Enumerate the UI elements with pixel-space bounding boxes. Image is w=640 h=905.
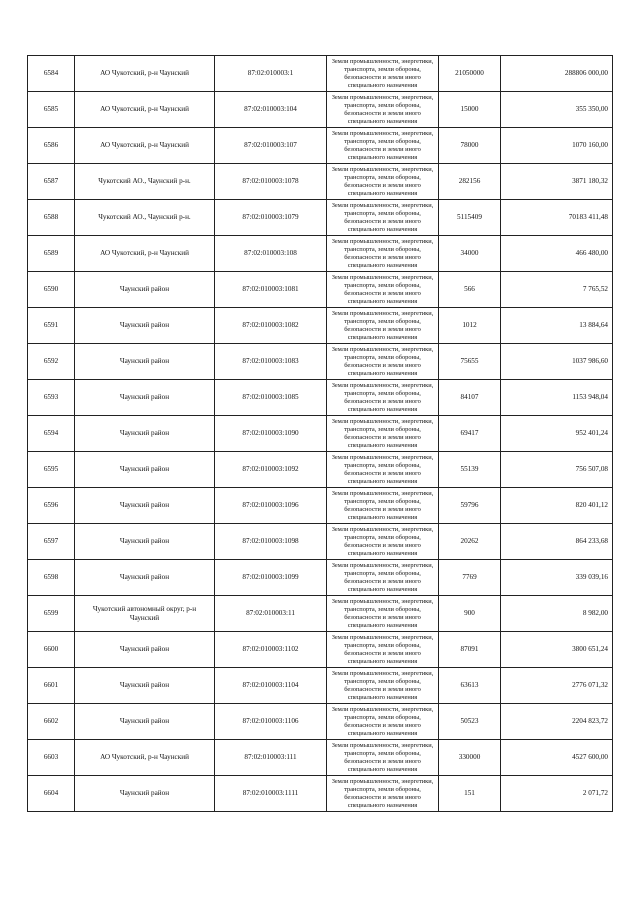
row-number: 6603 bbox=[28, 740, 75, 776]
cadastral-value-cell: 2776 071,32 bbox=[501, 668, 613, 704]
cadastral-value-cell: 288806 000,00 bbox=[501, 56, 613, 92]
cadastral-number-cell: 87:02:010003:1 bbox=[215, 56, 327, 92]
area-cell: 75655 bbox=[439, 344, 501, 380]
land-category-cell: Земли промышленности, энергетики, транспорта, земли обороны, безопасности и земли иного специального назначения bbox=[327, 308, 439, 344]
cadastral-number-cell: 87:02:010003:1104 bbox=[215, 668, 327, 704]
land-category-cell: Земли промышленности, энергетики, транспорта, земли обороны, безопасности и земли иного специального назначения bbox=[327, 452, 439, 488]
land-registry-table bbox=[27, 55, 613, 812]
location-cell: Чаунский район bbox=[75, 488, 215, 524]
row-number: 6602 bbox=[28, 704, 75, 740]
row-number: 6590 bbox=[28, 272, 75, 308]
table-row bbox=[28, 92, 613, 128]
cadastral-value-cell: 466 480,00 bbox=[501, 236, 613, 272]
row-number: 6599 bbox=[28, 596, 75, 632]
cadastral-number-cell: 87:02:010003:1085 bbox=[215, 380, 327, 416]
cadastral-value-cell: 1153 948,04 bbox=[501, 380, 613, 416]
table-row bbox=[28, 56, 613, 92]
area-cell: 87091 bbox=[439, 632, 501, 668]
table-row bbox=[28, 704, 613, 740]
cadastral-number-cell: 87:02:010003:1102 bbox=[215, 632, 327, 668]
land-category-cell: Земли промышленности, энергетики, транспорта, земли обороны, безопасности и земли иного специального назначения bbox=[327, 164, 439, 200]
row-number: 6595 bbox=[28, 452, 75, 488]
cadastral-number-cell: 87:02:010003:1083 bbox=[215, 344, 327, 380]
table-row bbox=[28, 236, 613, 272]
cadastral-number-cell: 87:02:010003:107 bbox=[215, 128, 327, 164]
row-number: 6596 bbox=[28, 488, 75, 524]
table-body bbox=[28, 56, 613, 812]
cadastral-value-cell: 952 401,24 bbox=[501, 416, 613, 452]
cadastral-value-cell: 864 233,68 bbox=[501, 524, 613, 560]
cadastral-value-cell: 8 982,00 bbox=[501, 596, 613, 632]
row-number: 6588 bbox=[28, 200, 75, 236]
cadastral-number-cell: 87:02:010003:108 bbox=[215, 236, 327, 272]
row-number: 6598 bbox=[28, 560, 75, 596]
location-cell: Чаунский район bbox=[75, 668, 215, 704]
land-category-cell: Земли промышленности, энергетики, транспорта, земли обороны, безопасности и земли иного специального назначения bbox=[327, 560, 439, 596]
row-number: 6600 bbox=[28, 632, 75, 668]
cadastral-number-cell: 87:02:010003:11 bbox=[215, 596, 327, 632]
cadastral-number-cell: 87:02:010003:1092 bbox=[215, 452, 327, 488]
area-cell: 151 bbox=[439, 776, 501, 812]
table-row bbox=[28, 380, 613, 416]
cadastral-value-cell: 1070 160,00 bbox=[501, 128, 613, 164]
cadastral-number-cell: 87:02:010003:104 bbox=[215, 92, 327, 128]
land-category-cell: Земли промышленности, энергетики, транспорта, земли обороны, безопасности и земли иного специального назначения bbox=[327, 740, 439, 776]
land-category-cell: Земли промышленности, энергетики, транспорта, земли обороны, безопасности и земли иного специального назначения bbox=[327, 524, 439, 560]
row-number: 6592 bbox=[28, 344, 75, 380]
area-cell: 55139 bbox=[439, 452, 501, 488]
land-category-cell: Земли промышленности, энергетики, транспорта, земли обороны, безопасности и земли иного специального назначения bbox=[327, 668, 439, 704]
cadastral-number-cell: 87:02:010003:1098 bbox=[215, 524, 327, 560]
table-row bbox=[28, 452, 613, 488]
area-cell: 63613 bbox=[439, 668, 501, 704]
cadastral-number-cell: 87:02:010003:1081 bbox=[215, 272, 327, 308]
cadastral-value-cell: 3800 651,24 bbox=[501, 632, 613, 668]
row-number: 6584 bbox=[28, 56, 75, 92]
cadastral-number-cell: 87:02:010003:1096 bbox=[215, 488, 327, 524]
cadastral-value-cell: 820 401,12 bbox=[501, 488, 613, 524]
table-row bbox=[28, 596, 613, 632]
cadastral-number-cell: 87:02:010003:1079 bbox=[215, 200, 327, 236]
area-cell: 15000 bbox=[439, 92, 501, 128]
land-category-cell: Земли промышленности, энергетики, транспорта, земли обороны, безопасности и земли иного специального назначения bbox=[327, 416, 439, 452]
table-row bbox=[28, 200, 613, 236]
row-number: 6594 bbox=[28, 416, 75, 452]
area-cell: 900 bbox=[439, 596, 501, 632]
location-cell: Чаунский район bbox=[75, 272, 215, 308]
cadastral-value-cell: 4527 600,00 bbox=[501, 740, 613, 776]
land-category-cell: Земли промышленности, энергетики, транспорта, земли обороны, безопасности и земли иного специального назначения bbox=[327, 488, 439, 524]
table-row bbox=[28, 776, 613, 812]
table-row bbox=[28, 488, 613, 524]
location-cell: Чаунский район bbox=[75, 344, 215, 380]
land-category-cell: Земли промышленности, энергетики, транспорта, земли обороны, безопасности и земли иного специального назначения bbox=[327, 128, 439, 164]
table-row bbox=[28, 164, 613, 200]
area-cell: 78000 bbox=[439, 128, 501, 164]
table-row bbox=[28, 272, 613, 308]
land-category-cell: Земли промышленности, энергетики, транспорта, земли обороны, безопасности и земли иного специального назначения bbox=[327, 380, 439, 416]
row-number: 6585 bbox=[28, 92, 75, 128]
cadastral-number-cell: 87:02:010003:1099 bbox=[215, 560, 327, 596]
location-cell: АО Чукотский, р-н Чаунский bbox=[75, 92, 215, 128]
table-row bbox=[28, 416, 613, 452]
land-category-cell: Земли промышленности, энергетики, транспорта, земли обороны, безопасности и земли иного специального назначения bbox=[327, 56, 439, 92]
location-cell: Чукотский АО., Чаунский р-н. bbox=[75, 200, 215, 236]
location-cell: Чаунский район bbox=[75, 416, 215, 452]
area-cell: 34000 bbox=[439, 236, 501, 272]
area-cell: 7769 bbox=[439, 560, 501, 596]
land-category-cell: Земли промышленности, энергетики, транспорта, земли обороны, безопасности и земли иного специального назначения bbox=[327, 272, 439, 308]
cadastral-value-cell: 2 071,72 bbox=[501, 776, 613, 812]
row-number: 6586 bbox=[28, 128, 75, 164]
cadastral-value-cell: 1037 986,60 bbox=[501, 344, 613, 380]
location-cell: Чаунский район bbox=[75, 308, 215, 344]
row-number: 6591 bbox=[28, 308, 75, 344]
row-number: 6597 bbox=[28, 524, 75, 560]
row-number: 6593 bbox=[28, 380, 75, 416]
area-cell: 282156 bbox=[439, 164, 501, 200]
row-number: 6587 bbox=[28, 164, 75, 200]
location-cell: АО Чукотский, р-н Чаунский bbox=[75, 56, 215, 92]
land-category-cell: Земли промышленности, энергетики, транспорта, земли обороны, безопасности и земли иного специального назначения bbox=[327, 632, 439, 668]
cadastral-value-cell: 2204 823,72 bbox=[501, 704, 613, 740]
table-row bbox=[28, 560, 613, 596]
row-number: 6604 bbox=[28, 776, 75, 812]
location-cell: АО Чукотский, р-н Чаунский bbox=[75, 740, 215, 776]
land-category-cell: Земли промышленности, энергетики, транспорта, земли обороны, безопасности и земли иного специального назначения bbox=[327, 200, 439, 236]
row-number: 6601 bbox=[28, 668, 75, 704]
land-category-cell: Земли промышленности, энергетики, транспорта, земли обороны, безопасности и земли иного специального назначения bbox=[327, 92, 439, 128]
area-cell: 20262 bbox=[439, 524, 501, 560]
location-cell: Чаунский район bbox=[75, 452, 215, 488]
area-cell: 84107 bbox=[439, 380, 501, 416]
location-cell: Чукотский автономный округ, р-н Чаунский bbox=[75, 596, 215, 632]
table-row bbox=[28, 344, 613, 380]
cadastral-value-cell: 3871 180,32 bbox=[501, 164, 613, 200]
land-category-cell: Земли промышленности, энергетики, транспорта, земли обороны, безопасности и земли иного специального назначения bbox=[327, 344, 439, 380]
cadastral-number-cell: 87:02:010003:1090 bbox=[215, 416, 327, 452]
cadastral-value-cell: 70183 411,48 bbox=[501, 200, 613, 236]
cadastral-number-cell: 87:02:010003:1111 bbox=[215, 776, 327, 812]
table-row bbox=[28, 632, 613, 668]
cadastral-value-cell: 7 765,52 bbox=[501, 272, 613, 308]
area-cell: 566 bbox=[439, 272, 501, 308]
table-row bbox=[28, 524, 613, 560]
land-category-cell: Земли промышленности, энергетики, транспорта, земли обороны, безопасности и земли иного специального назначения bbox=[327, 596, 439, 632]
location-cell: Чаунский район bbox=[75, 560, 215, 596]
area-cell: 69417 bbox=[439, 416, 501, 452]
area-cell: 21050000 bbox=[439, 56, 501, 92]
table-row bbox=[28, 668, 613, 704]
cadastral-value-cell: 355 350,00 bbox=[501, 92, 613, 128]
land-category-cell: Земли промышленности, энергетики, транспорта, земли обороны, безопасности и земли иного специального назначения bbox=[327, 704, 439, 740]
cadastral-number-cell: 87:02:010003:111 bbox=[215, 740, 327, 776]
location-cell: Чукотский АО., Чаунский р-н. bbox=[75, 164, 215, 200]
location-cell: АО Чукотский, р-н Чаунский bbox=[75, 236, 215, 272]
location-cell: Чаунский район bbox=[75, 776, 215, 812]
cadastral-value-cell: 339 039,16 bbox=[501, 560, 613, 596]
cadastral-number-cell: 87:02:010003:1082 bbox=[215, 308, 327, 344]
cadastral-value-cell: 756 507,08 bbox=[501, 452, 613, 488]
land-category-cell: Земли промышленности, энергетики, транспорта, земли обороны, безопасности и земли иного специального назначения bbox=[327, 236, 439, 272]
area-cell: 5115409 bbox=[439, 200, 501, 236]
area-cell: 330000 bbox=[439, 740, 501, 776]
land-category-cell: Земли промышленности, энергетики, транспорта, земли обороны, безопасности и земли иного специального назначения bbox=[327, 776, 439, 812]
area-cell: 50523 bbox=[439, 704, 501, 740]
location-cell: Чаунский район bbox=[75, 704, 215, 740]
row-number: 6589 bbox=[28, 236, 75, 272]
location-cell: Чаунский район bbox=[75, 632, 215, 668]
cadastral-number-cell: 87:02:010003:1078 bbox=[215, 164, 327, 200]
area-cell: 59796 bbox=[439, 488, 501, 524]
cadastral-value-cell: 13 884,64 bbox=[501, 308, 613, 344]
area-cell: 1012 bbox=[439, 308, 501, 344]
location-cell: Чаунский район bbox=[75, 380, 215, 416]
location-cell: АО Чукотский, р-н Чаунский bbox=[75, 128, 215, 164]
table-row bbox=[28, 128, 613, 164]
cadastral-number-cell: 87:02:010003:1106 bbox=[215, 704, 327, 740]
location-cell: Чаунский район bbox=[75, 524, 215, 560]
table-row bbox=[28, 308, 613, 344]
table-row bbox=[28, 740, 613, 776]
